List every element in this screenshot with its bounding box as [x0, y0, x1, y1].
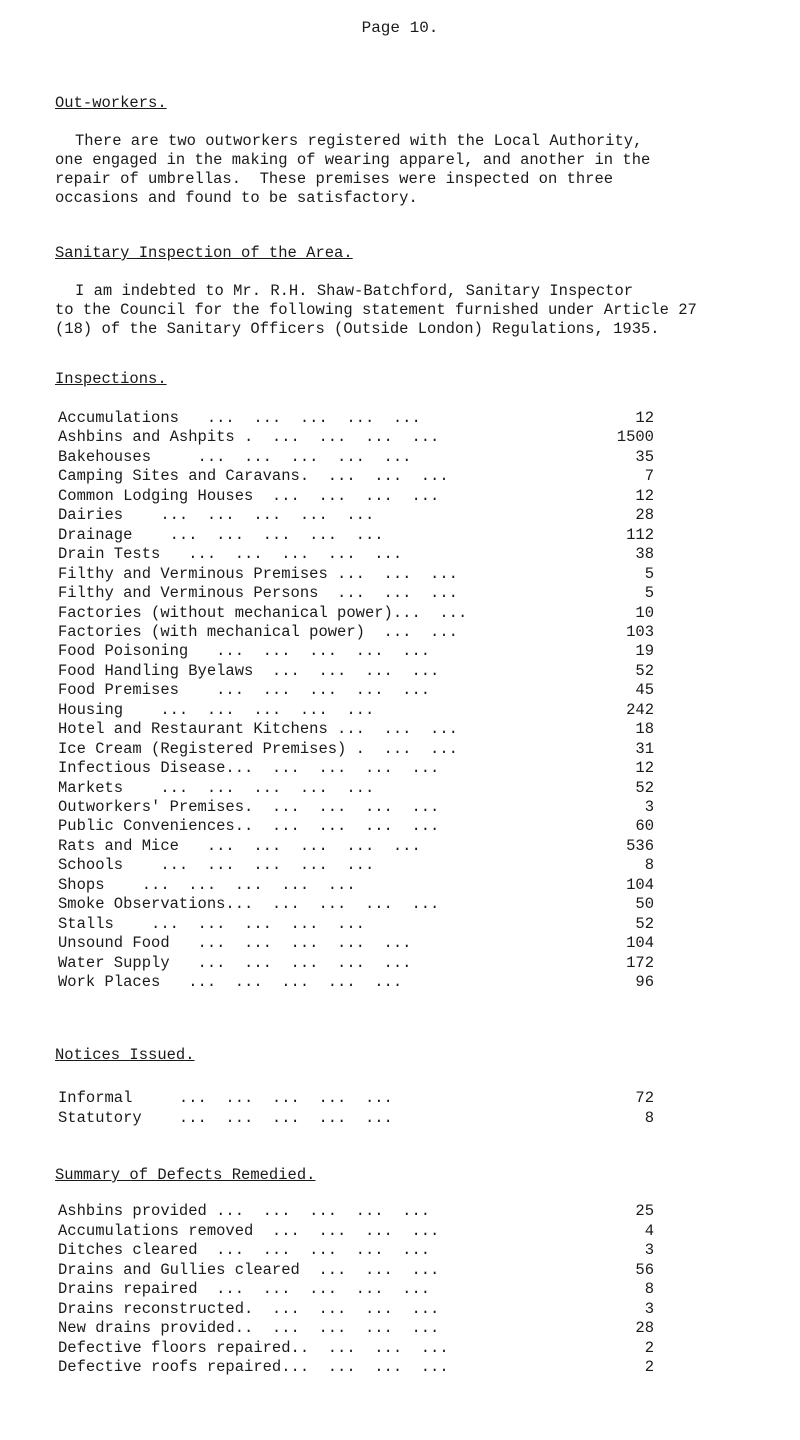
paragraph-line: to the Council for the following statement furnished under Article 27: [55, 301, 697, 319]
sanitary-heading: Sanitary Inspection of the Area.: [55, 244, 353, 262]
row-label: Accumulations ... ... ... ... ...: [58, 409, 421, 427]
table-row: [58, 448, 654, 467]
row-value: 19: [635, 642, 654, 661]
inspections-heading: Inspections.: [55, 370, 167, 388]
row-label: Stalls ... ... ... ... ...: [58, 914, 365, 933]
row-value: 52: [635, 778, 654, 797]
row-value: 50: [635, 895, 654, 914]
paragraph-line: repair of umbrellas. These premises were inspected on three: [55, 170, 614, 188]
table-row: [58, 1261, 654, 1280]
table-row: [58, 837, 654, 856]
table-row: [58, 604, 654, 623]
row-label: Public Conveniences.. ... ... ... ...: [58, 817, 440, 836]
table-row: [58, 1202, 654, 1221]
row-label: Food Premises ... ... ... ... ...: [58, 681, 431, 700]
row-label: Accumulations removed ... ... ... ...: [58, 1221, 440, 1240]
row-label: Drains repaired ... ... ... ... ...: [58, 1280, 431, 1298]
row-label: Water Supply ... ... ... ... ...: [58, 953, 412, 972]
table-row: [58, 798, 654, 817]
row-label: Ditches cleared ... ... ... ... ...: [58, 1241, 431, 1259]
row-label: Filthy and Verminous Persons ... ... ...: [58, 584, 458, 603]
table-row: [58, 1241, 654, 1260]
table-row: [58, 915, 654, 934]
row-label: Drainage ... ... ... ... ...: [58, 525, 384, 544]
row-value: 103: [626, 622, 654, 641]
row-label: Hotel and Restaurant Kitchens ... ... ...: [58, 720, 458, 739]
row-value: 12: [635, 486, 654, 505]
row-label: Infectious Disease... ... ... ... ...: [58, 759, 440, 778]
row-value: 3: [644, 1299, 654, 1318]
row-value: 12: [635, 409, 654, 427]
notices-heading: Notices Issued.: [55, 1046, 195, 1064]
table-row: [58, 1358, 654, 1377]
row-value: 56: [635, 1260, 654, 1279]
table-row: [58, 526, 654, 545]
row-value: 5: [644, 564, 654, 583]
table-row: [58, 409, 654, 428]
row-value: 1500: [616, 428, 654, 447]
row-value: 38: [635, 545, 654, 564]
table-row: [58, 428, 654, 447]
row-label: Drain Tests ... ... ... ... ...: [58, 545, 403, 564]
row-label: Factories (with mechanical power) ... ...: [58, 622, 458, 641]
row-label: Outworkers' Premises. ... ... ... ...: [58, 798, 440, 816]
table-row: [58, 720, 654, 739]
row-value: 8: [644, 856, 654, 875]
row-value: 7: [644, 467, 654, 486]
row-label: Statutory ... ... ... ... ...: [58, 1108, 393, 1127]
table-row: [58, 740, 654, 759]
table-row: [58, 565, 654, 584]
row-label: Markets ... ... ... ... ...: [58, 778, 375, 797]
row-label: New drains provided.. ... ... ... ...: [58, 1319, 440, 1337]
table-row: [58, 467, 654, 486]
row-label: Shops ... ... ... ... ...: [58, 875, 356, 894]
outworkers-heading: Out-workers.: [55, 94, 167, 112]
table-row: [58, 759, 654, 778]
table-row: [58, 876, 654, 895]
paragraph-line: (18) of the Sanitary Officers (Outside London) Regulations, 1935.: [55, 320, 660, 338]
table-row: [58, 487, 654, 506]
row-label: Filthy and Verminous Premises ... ... ...: [58, 564, 458, 583]
row-label: Ice Cream (Registered Premises) . ... ...: [58, 739, 458, 758]
table-row: [58, 1300, 654, 1319]
table-row: [58, 1319, 654, 1338]
table-row: [58, 895, 654, 914]
table-row: [58, 584, 654, 603]
table-row: [58, 701, 654, 720]
row-value: 112: [626, 525, 654, 544]
row-label: Informal ... ... ... ... ...: [58, 1089, 393, 1107]
row-label: Schools ... ... ... ... ...: [58, 856, 375, 875]
paragraph-line: There are two outworkers registered with the Local Authority,: [75, 132, 643, 150]
table-row: [58, 973, 654, 992]
row-label: Work Places ... ... ... ... ...: [58, 973, 403, 992]
table-row: [58, 545, 654, 564]
table-row: [58, 1222, 654, 1241]
row-label: Defective roofs repaired... ... ... ...: [58, 1358, 449, 1376]
row-value: 172: [626, 953, 654, 972]
row-value: 31: [635, 739, 654, 758]
table-row: [58, 662, 654, 681]
row-label: Defective floors repaired.. ... ... ...: [58, 1338, 449, 1357]
row-value: 60: [635, 817, 654, 836]
row-value: 35: [635, 447, 654, 466]
row-label: Rats and Mice ... ... ... ... ...: [58, 836, 421, 855]
row-value: 10: [635, 603, 654, 622]
table-row: [58, 1109, 654, 1128]
summary-heading: Summary of Defects Remedied.: [55, 1166, 316, 1184]
row-value: 12: [635, 759, 654, 778]
row-label: Food Handling Byelaws ... ... ... ...: [58, 661, 440, 680]
row-value: 5: [644, 584, 654, 603]
table-row: [58, 817, 654, 836]
row-value: 8: [644, 1280, 654, 1298]
row-value: 72: [635, 1089, 654, 1107]
row-label: Bakehouses ... ... ... ... ...: [58, 447, 412, 466]
row-value: 3: [644, 798, 654, 816]
table-row: [58, 779, 654, 798]
row-value: 536: [626, 836, 654, 855]
row-value: 104: [626, 934, 654, 953]
table-row: [58, 856, 654, 875]
row-label: Ashbins provided ... ... ... ... ...: [58, 1202, 431, 1220]
table-row: [58, 934, 654, 953]
row-value: 96: [635, 973, 654, 992]
row-label: Drains reconstructed. ... ... ... ...: [58, 1299, 440, 1318]
row-label: Dairies ... ... ... ... ...: [58, 506, 375, 525]
paragraph-line: occasions and found to be satisfactory.: [55, 189, 418, 207]
table-row: [58, 506, 654, 525]
row-value: 4: [644, 1221, 654, 1240]
row-value: 18: [635, 720, 654, 739]
table-row: [58, 623, 654, 642]
paragraph-line: I am indebted to Mr. R.H. Shaw-Batchford, Sanitary Inspector: [75, 282, 634, 300]
row-label: Food Poisoning ... ... ... ... ...: [58, 642, 431, 661]
row-label: Housing ... ... ... ... ...: [58, 700, 375, 719]
row-value: 242: [626, 700, 654, 719]
row-value: 45: [635, 681, 654, 700]
table-row: [58, 681, 654, 700]
row-label: Unsound Food ... ... ... ... ...: [58, 934, 412, 953]
table-row: [58, 1089, 654, 1108]
row-label: Factories (without mechanical power)... ...: [58, 603, 468, 622]
page-number: Page 10.: [361, 19, 439, 37]
paragraph-line: one engaged in the making of wearing apparel, and another in the: [55, 151, 651, 169]
row-label: Smoke Observations... ... ... ... ...: [58, 895, 440, 914]
table-row: [58, 642, 654, 661]
table-row: [58, 1339, 654, 1358]
row-value: 2: [644, 1338, 654, 1357]
row-label: Ashbins and Ashpits . ... ... ... ...: [58, 428, 440, 447]
row-value: 52: [635, 661, 654, 680]
row-value: 25: [635, 1202, 654, 1220]
row-value: 52: [635, 914, 654, 933]
row-value: 2: [644, 1358, 654, 1376]
row-value: 3: [644, 1241, 654, 1259]
row-label: Common Lodging Houses ... ... ... ...: [58, 486, 440, 505]
table-row: [58, 954, 654, 973]
row-value: 8: [644, 1108, 654, 1127]
row-value: 28: [635, 506, 654, 525]
row-label: Camping Sites and Caravans. ... ... ...: [58, 467, 449, 486]
row-value: 28: [635, 1319, 654, 1337]
row-value: 104: [626, 875, 654, 894]
row-label: Drains and Gullies cleared ... ... ...: [58, 1260, 440, 1279]
table-row: [58, 1280, 654, 1299]
